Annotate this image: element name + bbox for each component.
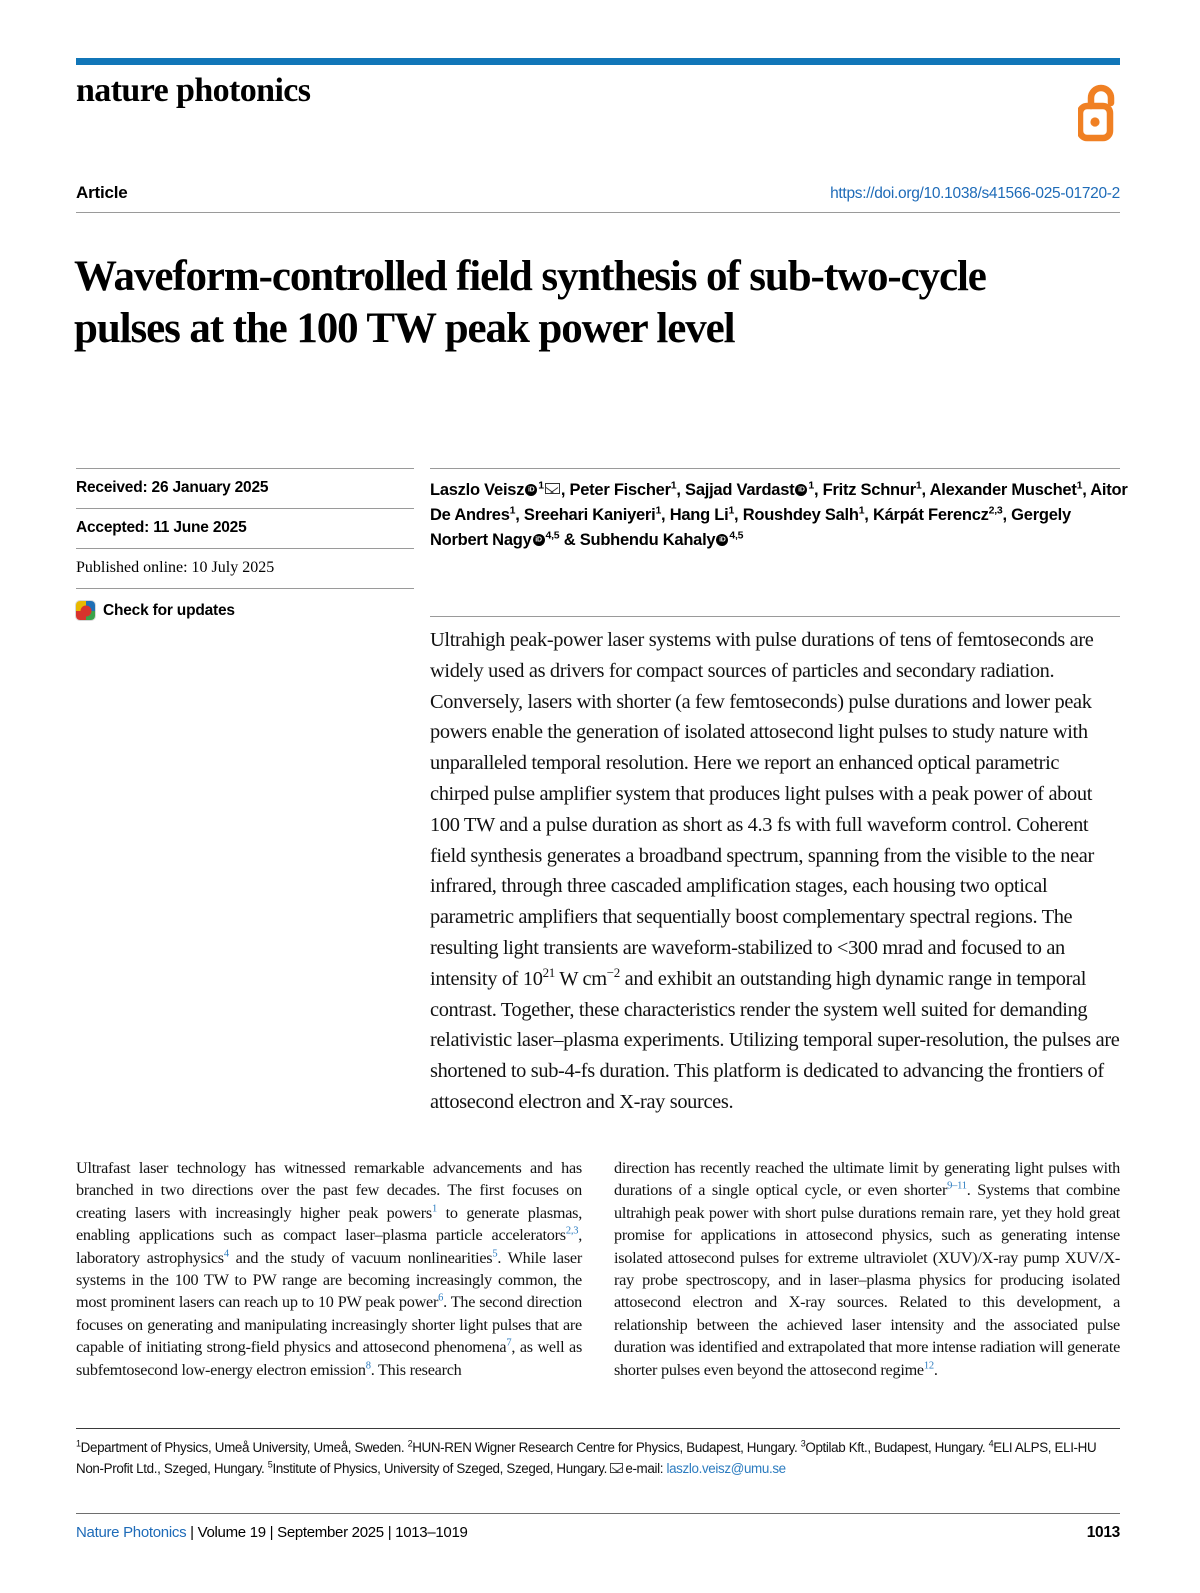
affiliation-text: Optilab Kft., Budapest, Hungary.: [805, 1440, 989, 1455]
kicker-row: [76, 183, 1120, 203]
author-name: Subhendu Kahaly: [579, 531, 716, 549]
crossmark-icon: [76, 601, 95, 620]
affiliation-marker: 5: [267, 1459, 273, 1470]
affiliation-marker: 1: [858, 504, 865, 517]
corresponding-email-link[interactable]: laszlo.veisz@umu.se: [666, 1461, 786, 1476]
body-column-left: [76, 1157, 582, 1381]
email-icon: [610, 1463, 623, 1473]
accepted-date: Accepted: 11 June 2025: [76, 519, 247, 536]
affiliation-marker: 4,5: [545, 529, 560, 542]
email-label: e-mail:: [625, 1461, 667, 1476]
authors-divider: [430, 468, 1120, 469]
abstract-exponent: 21: [542, 964, 555, 980]
body-columns: [76, 1157, 1120, 1381]
affiliation-marker: 1: [670, 479, 677, 492]
orcid-icon[interactable]: [795, 484, 807, 496]
citation-ref[interactable]: 5: [492, 1248, 498, 1260]
body-text: to generate plasmas, enabling applications such as compact laser–plasma particle accelerators: [76, 1203, 582, 1245]
check-for-updates-button[interactable]: [76, 589, 414, 620]
author-name: , Kárpát Ferencz: [864, 506, 989, 524]
abstract-text: W cm: [554, 967, 607, 990]
body-text: . This research: [370, 1360, 462, 1379]
received-date: Received: 26 January 2025: [76, 479, 269, 496]
doi-link[interactable]: https://doi.org/10.1038/s41566-025-01720-2: [830, 185, 1120, 202]
abstract-text: and exhibit an outstanding high dynamic range in temporal contrast. Together, these characteristics render the system well suited for demanding relativistic laser–plasma experiments. Utilizing temporal super-resolution, the pulses are shortened to sub-4-fs duration. This platform is dedicated to advancing the frontiers of attosecond electron and X-ray sources.: [430, 967, 1120, 1113]
affiliation-marker: 1: [1076, 479, 1083, 492]
affiliation-marker: 2,3: [988, 504, 1003, 517]
corresponding-author-icon[interactable]: [545, 483, 560, 494]
abstract-exponent: −2: [606, 964, 620, 980]
author-name: , Hang Li: [661, 506, 729, 524]
citation-ref[interactable]: 12: [923, 1360, 934, 1372]
body-text: . Systems that combine ultrahigh peak power with short pulse durations remain rare, yet they hold great promise for applications in attosecond physics, such as generating intense isolated attosecond pulses for extreme ultraviolet (XUV)/X-ray pump XUV/X-ray probe spectroscopy, and in laser–plasma physics for producing isolated attosecond electron and X-ray sources. Related to this development, a relationship between the achieved laser intensity and the associated pulse duration was identified and extrapolated that more intense radiation will generate shorter pulses even beyond the attosecond regime: [614, 1181, 1120, 1379]
affiliation-text: Institute of Physics, University of Szeged, Szeged, Hungary.: [272, 1461, 611, 1476]
affiliation-marker: 1: [538, 479, 544, 492]
author-name: , Gergely Norbert Nagy: [430, 506, 1071, 549]
body-text: direction has recently reached the ultimate limit by generating light pulses with durations of a single optical cycle, or even shorter: [614, 1159, 1120, 1200]
author-name: , Aitor De Andres: [430, 481, 1128, 524]
affiliation-marker: 1: [509, 504, 516, 517]
author-name: Alexander Muschet: [929, 481, 1077, 499]
body-text: Ultrafast laser technology has witnessed remarkable advancements and has branched in two directions over the past few decades. The first focuses on creating lasers with increasingly higher peak powers: [76, 1159, 582, 1222]
body-text: , as well as subfemtosecond low-energy electron emission: [76, 1338, 583, 1379]
citation-ref[interactable]: 9–11: [947, 1181, 967, 1193]
published-date: Published online: 10 July 2025: [76, 559, 275, 576]
citation-ref[interactable]: 6: [438, 1293, 444, 1305]
citation-ref[interactable]: 7: [506, 1337, 512, 1349]
citation-ref[interactable]: 2,3: [565, 1225, 579, 1237]
footer-divider: [76, 1513, 1120, 1514]
body-text: . While laser systems in the 100 TW to PW range are becoming increasingly common, the most prominent lasers can reach up to 10 PW peak power: [76, 1248, 582, 1312]
abstract-divider: [430, 616, 1120, 617]
affiliation-marker: 1: [728, 504, 735, 517]
author-separator: &: [563, 531, 576, 549]
body-text: .: [933, 1360, 938, 1379]
kicker-divider: [76, 212, 1120, 213]
author-name: , Sajjad Vardast: [676, 481, 795, 499]
footer-journal-name: Nature Photonics: [76, 1524, 187, 1541]
affiliation-marker: 1: [915, 479, 922, 492]
author-name: Laszlo Veisz: [430, 481, 525, 499]
author-name: , Fritz Schnur: [813, 481, 916, 499]
affiliation-marker: 3: [800, 1438, 806, 1449]
body-text: . The second direction focuses on generating and manipulating increasingly shorter light pulses that are capable of initiating strong-field physics and attosecond phenomena: [76, 1293, 583, 1357]
affiliation-marker: 1: [76, 1438, 81, 1449]
article-type-label: Article: [76, 183, 128, 202]
body-text: , laboratory astrophysics: [76, 1226, 582, 1267]
abstract: [430, 625, 1122, 1118]
body-text: and the study of vacuum nonlinearities: [228, 1248, 493, 1267]
article-dates-panel: [76, 468, 414, 620]
author-list: [430, 478, 1130, 553]
author-name: Roushdey Salh: [742, 506, 859, 524]
affiliation-text: HUN-REN Wigner Research Centre for Physics, Budapest, Hungary.: [412, 1440, 801, 1455]
journal-logo: nature photonics: [76, 72, 311, 109]
orcid-icon[interactable]: [533, 534, 545, 546]
orcid-icon[interactable]: [716, 534, 728, 546]
affiliation-marker: 4,5: [729, 529, 744, 542]
affiliation-text: ELI ALPS, ELI-HU Non-Profit Ltd., Szeged, Hungary.: [76, 1440, 1097, 1476]
citation-ref[interactable]: 1: [431, 1203, 437, 1215]
page-title: Waveform-controlled field synthesis of sub-two-cycle pulses at the 100 TW peak power level: [74, 252, 986, 352]
affiliation-marker: 1: [808, 479, 814, 492]
body-column-right: [614, 1157, 1120, 1381]
citation-ref[interactable]: 8: [365, 1360, 371, 1372]
orcid-icon[interactable]: [525, 484, 537, 496]
affiliation-marker: 4: [988, 1438, 994, 1449]
check-for-updates-label: Check for updates: [103, 601, 235, 619]
author-name: , Peter Fischer: [560, 481, 671, 499]
affiliation-text: Department of Physics, Umeå University, Umeå, Sweden.: [80, 1440, 408, 1455]
author-separator: ,: [734, 506, 739, 524]
affiliations: [76, 1437, 1122, 1479]
affiliation-marker: 1: [655, 504, 662, 517]
citation-ref[interactable]: 4: [223, 1248, 229, 1260]
author-name: , Sreehari Kaniyeri: [515, 506, 656, 524]
masthead-rule: [76, 58, 1120, 65]
footer-citation-group: [76, 1524, 468, 1541]
affiliation-marker: 2: [407, 1438, 413, 1449]
affiliations-divider: [76, 1428, 1120, 1429]
abstract-text: Ultrahigh peak-power laser systems with pulse durations of tens of femtoseconds are widely used as drivers for compact sources of particles and secondary radiation. Conversely, lasers with shorter (a few femtoseconds) pulse durations and lower peak powers enable the generation of isolated attosecond light pulses to study nature with unparalleled temporal resolution. Here we report an enhanced optical parametric chirped pulse amplifier system that produces light pulses with a peak power of about 100 TW and a pulse duration as short as 4.3 fs with full waveform control. Coherent field synthesis generates a broadband spectrum, spanning from the visible to the near infrared, through three cascaded amplification stages, each housing two optical parametric amplifiers that sequentially boost complementary spectral regions. The resulting light transients are waveform-stabilized to <300 mrad and focused to an intensity of 10: [430, 629, 1094, 990]
footer-citation: | Volume 19 | September 2025 | 1013–1019: [186, 1524, 468, 1541]
author-separator: ,: [921, 481, 926, 499]
page-number: 1013: [1086, 1524, 1120, 1541]
open-access-lock-icon: [1078, 84, 1124, 142]
page-footer: [76, 1524, 1120, 1542]
